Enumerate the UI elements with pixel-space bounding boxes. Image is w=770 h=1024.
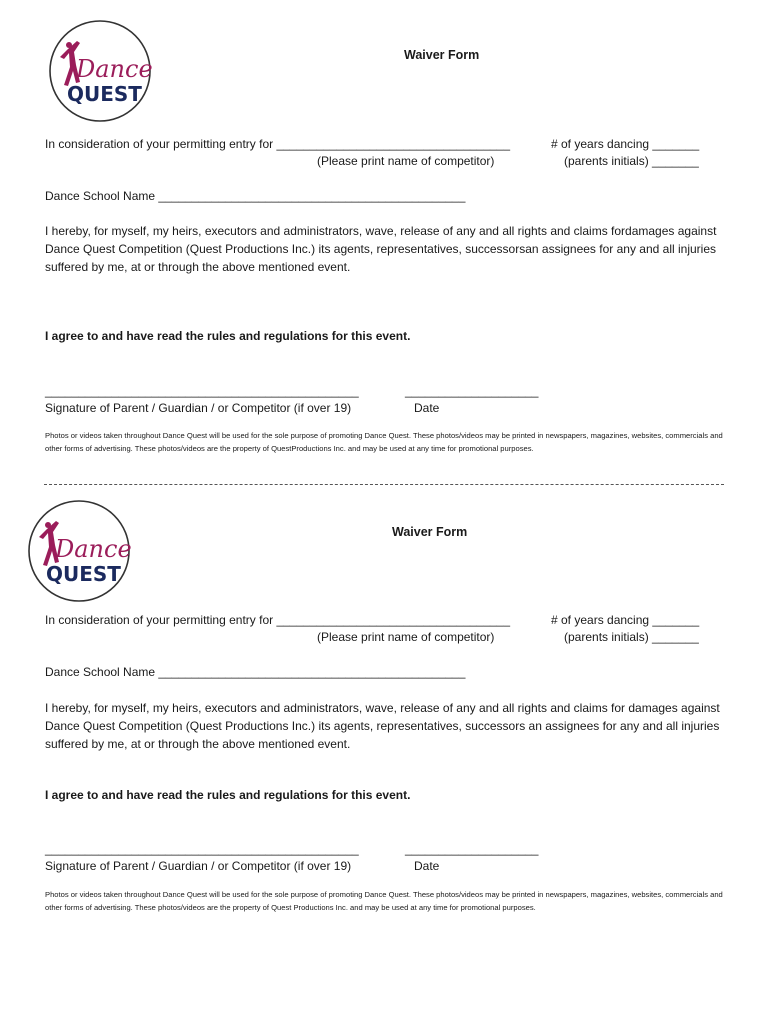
agree-statement: I agree to and have read the rules and regulations for this event. (45, 329, 411, 343)
years-dancing-line: # of years dancing _______ (551, 613, 700, 627)
agree-statement: I agree to and have read the rules and regulations for this event. (45, 788, 411, 802)
form-title: Waiver Form (392, 525, 468, 539)
signature-label: Signature of Parent / Guardian / or Competitor (if over 19) (45, 859, 352, 873)
signature-blank: _______________________________________________ (45, 842, 359, 856)
years-dancing-line: # of years dancing _______ (551, 137, 700, 151)
date-blank: ____________________ (405, 842, 539, 856)
print-name-hint: (Please print name of competitor) (317, 630, 495, 644)
svg-text:QUEST: QUEST (46, 562, 121, 586)
dance-school-line: Dance School Name ______________________________________________ (45, 665, 466, 679)
photo-notice: Photos or videos taken throughout Dance Quest will be used for the sole purpose of promoting Dance Quest. These photos/videos may be printed in newspapers, magazines, websites, commercials and other forms of advertising. These photos/videos are the property of QuestProductions Inc. and may be used at any time for promotional purposes. (45, 431, 723, 453)
form-title: Waiver Form (404, 48, 480, 62)
parents-initials-line: (parents initials) _______ (564, 630, 699, 644)
entry-line: In consideration of your permitting entry for ___________________________________ (45, 613, 511, 627)
dance-quest-logo (25, 499, 133, 608)
photo-notice: Photos or videos taken throughout Dance Quest will be used for the sole purpose of promoting Dance Quest. These photos/videos may be printed in newspapers, magazines, websites, commercials and other forms of advertising. These photos/videos are the property of Quest Productions Inc. and may be used at any time for promotional purposes. (45, 890, 723, 912)
svg-text:Dance: Dance (76, 55, 153, 83)
parents-initials-line: (parents initials) _______ (564, 154, 699, 168)
svg-text:QUEST: QUEST (67, 82, 142, 106)
release-paragraph: I hereby, for myself, my heirs, executors and administrators, wave, release of any and all rights and claims for damages against Dance Quest Competition (Quest Productions Inc.) its agents, representatives, successors an assignees for any and all injuries suffered by me, at or through the above mentioned event. (45, 701, 720, 751)
print-name-hint: (Please print name of competitor) (317, 154, 495, 168)
dance-school-line: Dance School Name ______________________________________________ (45, 189, 466, 203)
date-label: Date (414, 401, 440, 415)
svg-text:Dance: Dance (55, 535, 132, 563)
date-label: Date (414, 859, 440, 873)
release-paragraph: I hereby, for myself, my heirs, executors and administrators, wave, release of any and all rights and claims fordamages against Dance Quest Competition (Quest Productions Inc.) its agents, representatives, successorsan assignees for any and all injuries suffered by me, at or through the above mentioned event. (45, 224, 717, 274)
date-blank: ____________________ (405, 384, 539, 398)
cut-line-divider (44, 484, 724, 485)
signature-label: Signature of Parent / Guardian / or Competitor (if over 19) (45, 401, 352, 415)
entry-line: In consideration of your permitting entry for ___________________________________ (45, 137, 511, 151)
signature-blank: _______________________________________________ (45, 384, 359, 398)
dance-quest-logo (46, 19, 154, 128)
